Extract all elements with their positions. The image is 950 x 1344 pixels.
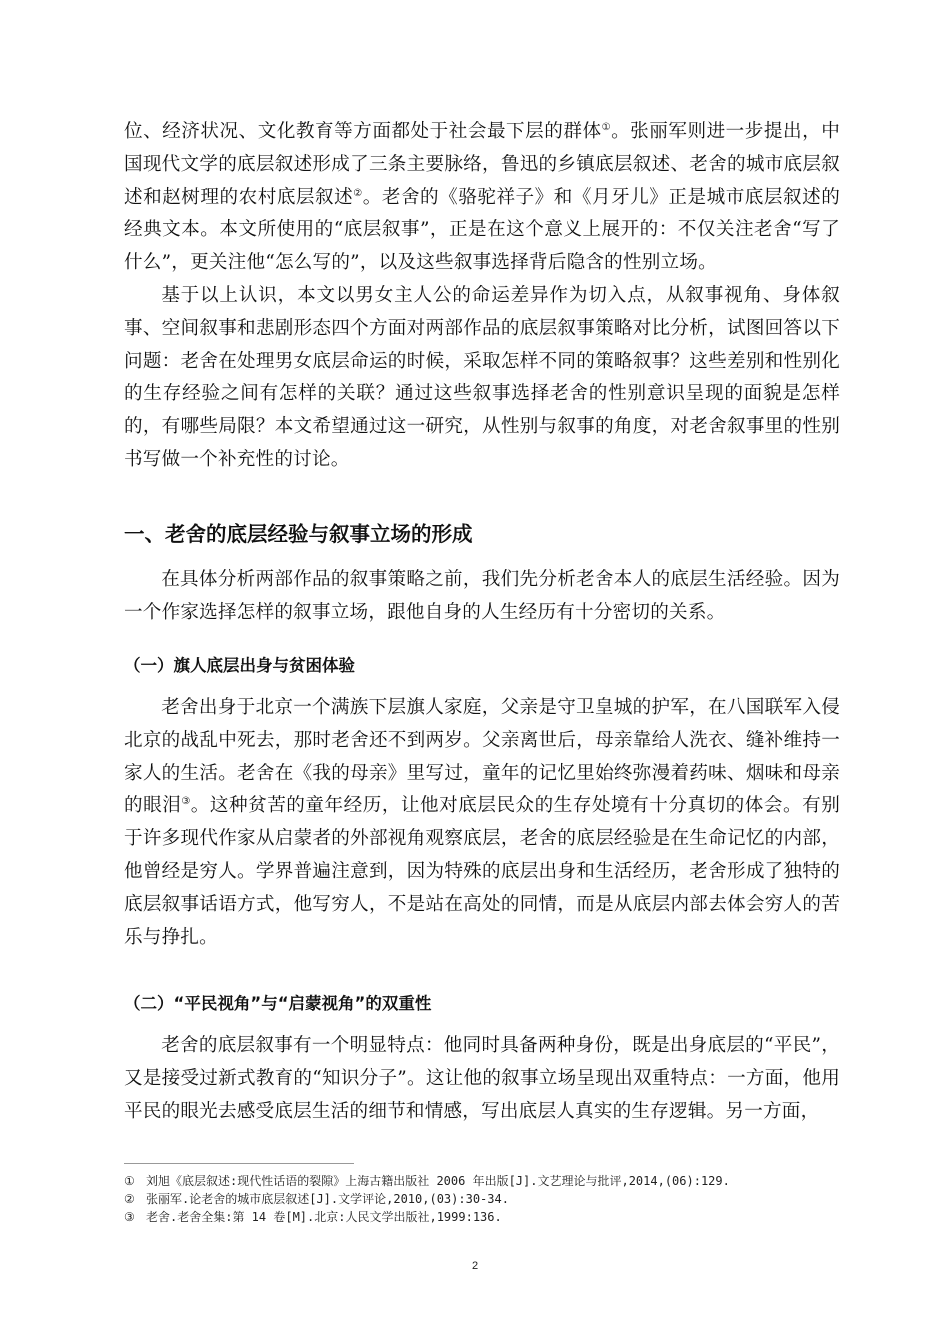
body-text-block-4	[124, 1030, 840, 1128]
paragraph-3: 在具体分析两部作品的叙事策略之前，我们先分析老舍本人的底层生活经验。因为一个作家选择怎样的叙事立场，跟他自身的人生经历有十分密切的关系。	[124, 569, 840, 623]
footnote-1	[124, 1172, 840, 1190]
footnote-3-mark: ③	[124, 1210, 135, 1224]
footnote-2	[124, 1190, 840, 1208]
footnote-ref-2[interactable]: ②	[353, 187, 363, 199]
footnote-3-text: 老舍.老舍全集:第 14 卷[M].北京:人民文学出版社,1999:136.	[146, 1210, 502, 1224]
body-text-block-3	[124, 692, 840, 954]
footnote-1-mark: ①	[124, 1174, 135, 1188]
paragraph-4	[124, 692, 840, 954]
footnote-2-mark: ②	[124, 1192, 135, 1206]
footnote-1-text: 刘旭《底层叙述:现代性话语的裂隙》上海古籍出版社 2006 年出版[J].文艺理论与批评,2014,(06):129.	[146, 1174, 730, 1188]
footnote-ref-1[interactable]: ①	[601, 121, 612, 133]
footnotes	[124, 1172, 840, 1226]
page-number: 2	[471, 1260, 479, 1272]
paragraph-1-part-a: 位、经济状况、文化教育等方面都处于社会最下层的群体	[124, 121, 602, 142]
paragraph-1-part-c: 。老舍的《骆驼祥子》和《月牙儿》正是城市底层叙述的经典文本。本文所使用的“底层叙事”，正是在这个意义上展开的：不仅关注老舍“写了什么”，更关注他“怎么写的”，以及这些叙事选择背后隐含的性别立场。	[124, 186, 840, 274]
body-text-block-1	[124, 116, 840, 477]
footnote-separator	[124, 1163, 354, 1164]
paragraph-5: 老舍的底层叙事有一个明显特点：他同时具备两种身份，既是出身底层的“平民”，又是接受过新式教育的“知识分子”。这让他的叙事立场呈现出双重特点：一方面，他用平民的眼光去感受底层生活的细节和情感，写出底层人真实的生存逻辑。另一方面，	[124, 1035, 840, 1122]
paragraph-2: 基于以上认识，本文以男女主人公的命运差异作为切入点，从叙事视角、身体叙事、空间叙事和悲剧形态四个方面对两部作品的底层叙事策略对比分析，试图回答以下问题：老舍在处理男女底层命运的时候，采取怎样不同的策略叙事？这些差别和性别化的生存经验之间有怎样的关联？通过这些叙事选择老舍的性别意识呈现的面貌是怎样的，有哪些局限？本文希望通过这一研究，从性别与叙事的角度，对老舍叙事里的性别书写做一个补充性的讨论。	[124, 284, 840, 470]
paragraph-4-part-b: 。这种贫苦的童年经历，让他对底层民众的生存处境有十分真切的体会。有别于许多现代作家从启蒙者的外部视角观察底层，老舍的底层经验是在生命记忆的内部，他曾经是穷人。学界普遍注意到，因为特殊的底层出身和生活经历，老舍形成了独特的底层叙事话语方式，他写穷人，不是站在高处的同情，而是从底层内部去体会穷人的苦乐与挣扎。	[124, 795, 840, 948]
footnote-3	[124, 1208, 840, 1226]
subsection-heading-2: （二）“平民视角”与“启蒙视角”的双重性	[124, 994, 432, 1013]
paragraph-4-part-a: 老舍出身于北京一个满族下层旗人家庭，父亲是守卫皇城的护军，在八国联军入侵北京的战乱中死去，那时老舍还不到两岁。父亲离世后，母亲靠给人洗衣、缝补维持一家人的生活。老舍在《我的母亲》里写过，童年的记忆里始终弥漫着药味、烟味和母亲的眼泪	[124, 697, 840, 817]
paragraph-1	[124, 116, 840, 280]
subsection-heading-1: （一）旗人底层出身与贫困体验	[124, 656, 355, 675]
footnote-ref-3[interactable]: ③	[181, 796, 191, 808]
body-text-block-2	[124, 564, 840, 630]
section-heading-1: 一、老舍的底层经验与叙事立场的形成	[124, 522, 473, 546]
footnote-2-text: 张丽军.论老舍的城市底层叙述[J].文学评论,2010,(03):30-34.	[146, 1192, 509, 1206]
paragraph-1-part-b: 。张丽军则进一步提出，中国现代文学的底层叙述形成了三条主要脉络，鲁迅的乡镇底层叙述、老舍的城市底层叙述和赵树理的农村底层叙述	[124, 121, 840, 208]
